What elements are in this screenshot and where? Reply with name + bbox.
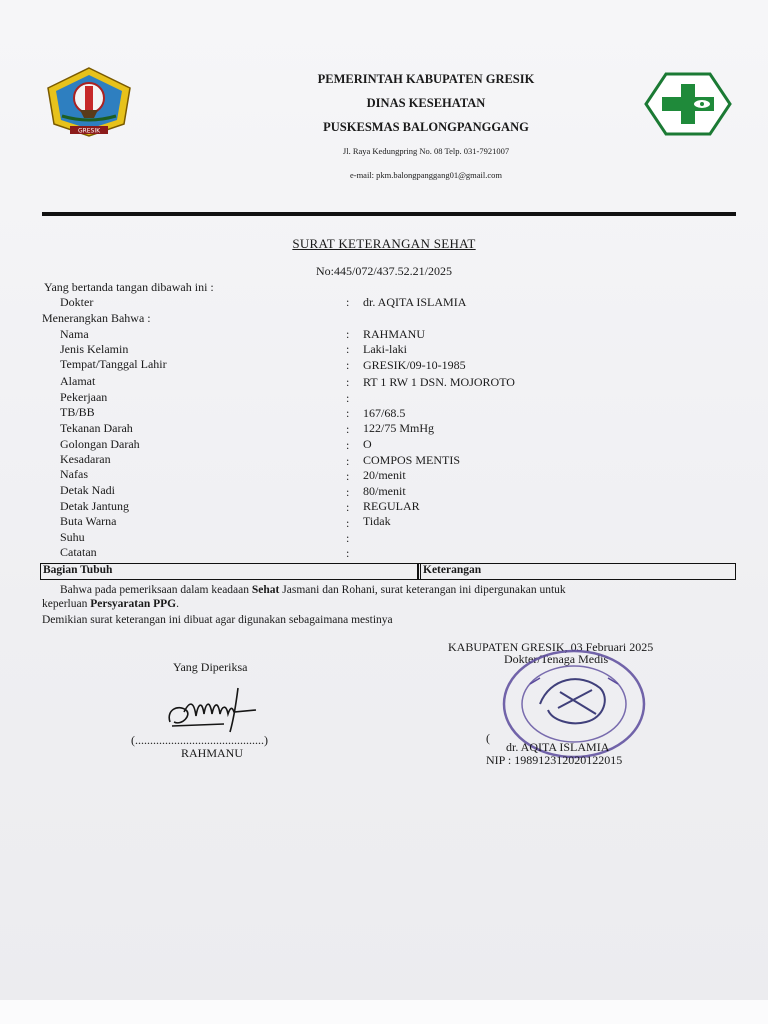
field-value-nafas: 20/menit — [363, 468, 406, 482]
exam-table-header — [40, 563, 736, 580]
field-colon: : — [346, 531, 350, 545]
body-text: Bahwa pada pemeriksaan dalam keadaan — [60, 584, 252, 596]
field-label-nama: Nama — [60, 327, 89, 341]
table-divider — [420, 564, 421, 579]
field-value-kesadaran: COMPOS MENTIS — [363, 453, 461, 467]
examined-name: RAHMANU — [181, 746, 244, 760]
field-value-tbbb: 167/68.5 — [363, 406, 406, 420]
body-text: Jasmani dan Rohani, surat keterangan ini dipergunakan untuk — [279, 584, 566, 596]
place-date: KABUPATEN GRESIK, 03 Februari 2025 — [448, 640, 654, 654]
field-label-suhu: Suhu — [60, 530, 85, 544]
field-colon: : — [346, 516, 350, 530]
field-value-nama: RAHMANU — [363, 327, 426, 341]
field-label-nafas: Nafas — [60, 467, 88, 481]
body-paragraph-2 — [42, 598, 179, 610]
field-colon: : — [346, 485, 350, 499]
header-department: DINAS KESEHATAN — [366, 96, 486, 110]
examined-signature-line: (...........................................) — [131, 733, 268, 747]
field-colon: : — [346, 469, 350, 483]
field-colon: : — [346, 500, 350, 514]
body-bold-text: Sehat — [251, 584, 280, 596]
logo-label: GRESIK — [77, 127, 101, 135]
body-text: keperluan — [42, 598, 91, 610]
doctor-value: dr. AQITA ISLAMIA — [363, 295, 467, 309]
page-bottom-margin — [0, 1000, 768, 1024]
field-label-alamat: Alamat — [60, 374, 96, 388]
field-value-alamat: RT 1 RW 1 DSN. MOJOROTO — [363, 375, 515, 389]
field-label-ttl: Tempat/Tanggal Lahir — [60, 357, 167, 371]
field-colon: : — [346, 327, 350, 341]
statement-text: Menerangkan Bahwa : — [42, 311, 151, 325]
header-email: e-mail: pkm.balongpanggang01@gmail.com — [349, 170, 503, 180]
examined-label: Yang Diperiksa — [173, 660, 248, 674]
body-paragraph-3: Demikian surat keterangan ini dibuat agar digunakan sebagaimana mestinya — [42, 614, 393, 626]
table-divider — [417, 564, 419, 579]
field-label-kesadaran: Kesadaran — [60, 452, 111, 466]
doctor-colon: : — [346, 295, 350, 309]
field-value-tekanan-darah: 122/75 MmHg — [363, 421, 435, 435]
doctor-signature-line: ( — [486, 731, 490, 745]
field-colon: : — [346, 454, 350, 468]
field-colon: : — [346, 391, 350, 405]
doctor-role-label: Dokter/Tenaga Medis — [504, 652, 609, 666]
field-label-tekanan-darah: Tekanan Darah — [60, 421, 133, 435]
body-paragraph-1 — [60, 584, 566, 596]
field-value-jenis-kelamin: Laki-laki — [363, 342, 407, 356]
document-title: SURAT KETERANGAN SEHAT — [292, 236, 476, 251]
field-colon: : — [346, 375, 350, 389]
header-address: Jl. Raya Kedungpring No. 08 Telp. 031-7921007 — [342, 146, 510, 156]
intro-text: Yang bertanda tangan dibawah ini : — [44, 280, 214, 294]
table-header-bagian-tubuh: Bagian Tubuh — [43, 564, 113, 576]
table-header-keterangan: Keterangan — [423, 564, 482, 576]
field-label-detak-nadi: Detak Nadi — [60, 483, 115, 497]
field-colon: : — [346, 438, 350, 452]
doctor-label: Dokter — [60, 295, 94, 309]
field-label-jenis-kelamin: Jenis Kelamin — [60, 342, 129, 356]
field-colon: : — [346, 358, 350, 372]
field-colon: : — [346, 546, 350, 560]
field-label-pekerjaan: Pekerjaan — [60, 390, 108, 404]
body-bold-text: Persyaratan PPG — [90, 598, 177, 610]
header-institution: PUSKESMAS BALONGPANGGANG — [323, 120, 529, 134]
field-label-buta-warna: Buta Warna — [60, 514, 117, 528]
field-value-buta-warna: Tidak — [363, 514, 391, 528]
field-value-ttl: GRESIK/09-10-1985 — [363, 358, 466, 372]
doctor-name: dr. AQITA ISLAMIA — [506, 740, 610, 754]
field-value-detak-jantung: REGULAR — [363, 499, 420, 513]
doctor-nip: NIP : 198912312020122015 — [486, 753, 623, 767]
field-colon: : — [346, 422, 350, 436]
field-colon: : — [346, 342, 350, 356]
document-number: No:445/072/437.52.21/2025 — [315, 264, 452, 278]
field-colon: : — [346, 406, 350, 420]
field-label-tbbb: TB/BB — [60, 405, 95, 419]
field-label-catatan: Catatan — [60, 545, 97, 559]
field-value-detak-nadi: 80/menit — [363, 484, 406, 498]
field-label-golongan-darah: Golongan Darah — [60, 437, 140, 451]
field-value-golongan-darah: O — [363, 437, 372, 451]
body-text: . — [176, 598, 180, 610]
field-label-detak-jantung: Detak Jantung — [60, 499, 129, 513]
examined-signature — [164, 682, 268, 736]
header-divider — [42, 212, 736, 216]
header-government: PEMERINTAH KABUPATEN GRESIK — [317, 72, 535, 86]
